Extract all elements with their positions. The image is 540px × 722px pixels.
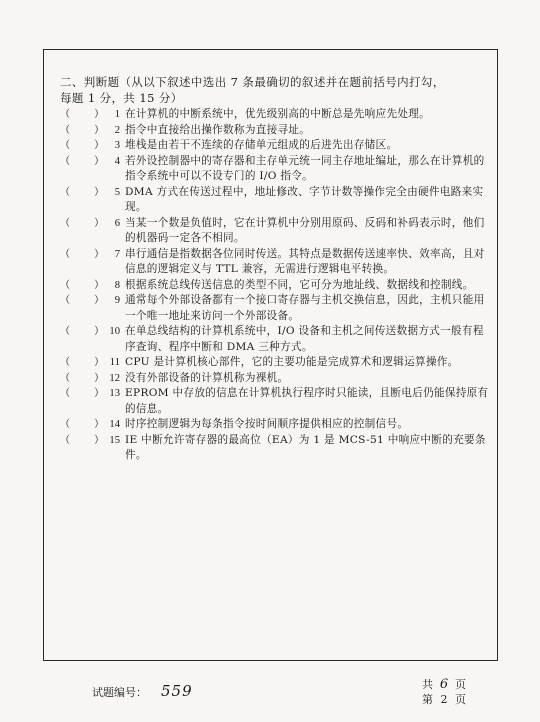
question-number: 1 <box>114 109 120 120</box>
page-number: 2 <box>440 693 448 706</box>
question-item <box>60 278 490 294</box>
question-item <box>60 216 490 247</box>
question-text: 指令中直接给出操作数称为直接寻址。 <box>125 123 311 136</box>
question-text: 堆栈是由若干不连续的存储单元组成的后进先出存储区。 <box>125 139 398 151</box>
page-counter <box>422 677 466 707</box>
question-number: 10 <box>109 326 120 337</box>
question-number: 3 <box>114 140 120 151</box>
question-number: 8 <box>114 279 120 291</box>
question-number: 15 <box>109 434 120 446</box>
question-text: 若外设控制器中的寄存器和主存单元统一同主存地址编址，那么在计算机的指令系统中可以不设专门的 I/O 指令。 <box>125 154 485 182</box>
page-prefix: 第 <box>422 693 433 706</box>
question-number: 4 <box>114 155 120 167</box>
question-item <box>60 293 490 324</box>
question-text: 通常每个外部设备都有一个接口寄存器与主机交换信息，因此，主机只能用一个唯一地址来访问一个外部设备。 <box>125 294 485 322</box>
answer-bracket: （ ） <box>60 248 105 260</box>
page-suffix: 页 <box>455 693 466 706</box>
question-number: 6 <box>114 217 120 229</box>
question-number: 12 <box>109 372 120 384</box>
question-item <box>60 185 490 216</box>
answer-bracket: （ ） <box>60 186 105 198</box>
answer-bracket: （ ） <box>60 295 105 306</box>
current-page-line <box>422 692 466 707</box>
question-text: 时序控制逻辑为每条指令按时间顺序提供相应的控制信号。 <box>125 418 409 430</box>
answer-bracket: （ ） <box>60 109 105 120</box>
question-number: 5 <box>114 186 120 198</box>
question-item <box>60 247 490 278</box>
question-item <box>60 154 490 185</box>
answer-bracket: （ ） <box>60 357 105 368</box>
total-suffix: 页 <box>455 678 466 691</box>
question-number: 7 <box>114 248 120 260</box>
question-text: IE 中断允许寄存器的最高位（EA）为 1 是 MCS-51 中响应中断的充要条件。 <box>125 433 486 461</box>
answer-bracket: （ ） <box>60 279 105 291</box>
question-list <box>60 107 490 464</box>
exam-content <box>60 74 490 464</box>
answer-bracket: （ ） <box>60 155 105 167</box>
exam-code <box>92 682 193 700</box>
question-number: 9 <box>114 295 120 306</box>
question-item <box>60 386 490 417</box>
section-heading-line1: 二、判断题（从以下叙述中选出 7 条最确切的叙述并在题前括号内打勾， <box>60 75 445 89</box>
question-text: 在计算机的中断系统中，优先级别高的中断总是先响应先处理。 <box>125 108 431 120</box>
question-text: 在单总线结构的计算机系统中，I/O 设备和主机之间传送数据方式一般有程序查询、程序中断和 DMA 三种方式。 <box>125 325 484 353</box>
section-heading-line2: 每题 1 分，共 15 分） <box>60 91 183 105</box>
answer-bracket: （ ） <box>60 388 105 399</box>
question-text: 串行通信是指数据各位同时传送。其特点是数据传送速率快、效率高，且对信息的逻辑定义与 TTL 兼容，无需进行逻辑电平转换。 <box>125 247 485 275</box>
exam-code-value: 559 <box>161 682 193 700</box>
answer-bracket: （ ） <box>60 140 105 151</box>
total-pages-line <box>422 677 466 692</box>
exam-code-label: 试题编号： <box>92 686 147 699</box>
answer-bracket: （ ） <box>60 372 105 384</box>
answer-bracket: （ ） <box>60 217 105 229</box>
answer-bracket: （ ） <box>60 434 105 446</box>
question-number: 11 <box>109 357 120 368</box>
question-item <box>60 371 490 387</box>
question-number: 2 <box>114 124 120 136</box>
question-item <box>60 138 490 154</box>
question-item <box>60 107 490 123</box>
question-item <box>60 324 490 355</box>
total-prefix: 共 <box>422 678 433 691</box>
total-pages: 6 <box>439 677 449 692</box>
answer-bracket: （ ） <box>60 124 105 136</box>
question-number: 14 <box>109 419 120 430</box>
question-text: CPU 是计算机核心部件，它的主要功能是完成算术和逻辑运算操作。 <box>125 356 459 368</box>
answer-bracket: （ ） <box>60 419 105 430</box>
question-text: 没有外部设备的计算机称为裸机。 <box>125 371 289 384</box>
question-item <box>60 433 490 464</box>
question-text: EPROM 中存放的信息在计算机执行程序时只能读，且断电后仍能保持原有的信息。 <box>125 387 489 415</box>
question-text: DMA 方式在传送过程中，地址修改、字节计数等操作完全由硬件电路来实现。 <box>125 185 484 213</box>
question-item <box>60 355 490 371</box>
question-item <box>60 417 490 433</box>
question-text: 当某一个数是负值时，它在计算机中分别用原码、反码和补码表示时，他们的机器码一定各不相同。 <box>125 216 485 244</box>
answer-bracket: （ ） <box>60 326 105 337</box>
question-item <box>60 123 490 139</box>
question-number: 13 <box>109 388 120 399</box>
question-text: 根据系统总线传送信息的类型不同，它可分为地址线、数据线和控制线。 <box>125 278 474 291</box>
